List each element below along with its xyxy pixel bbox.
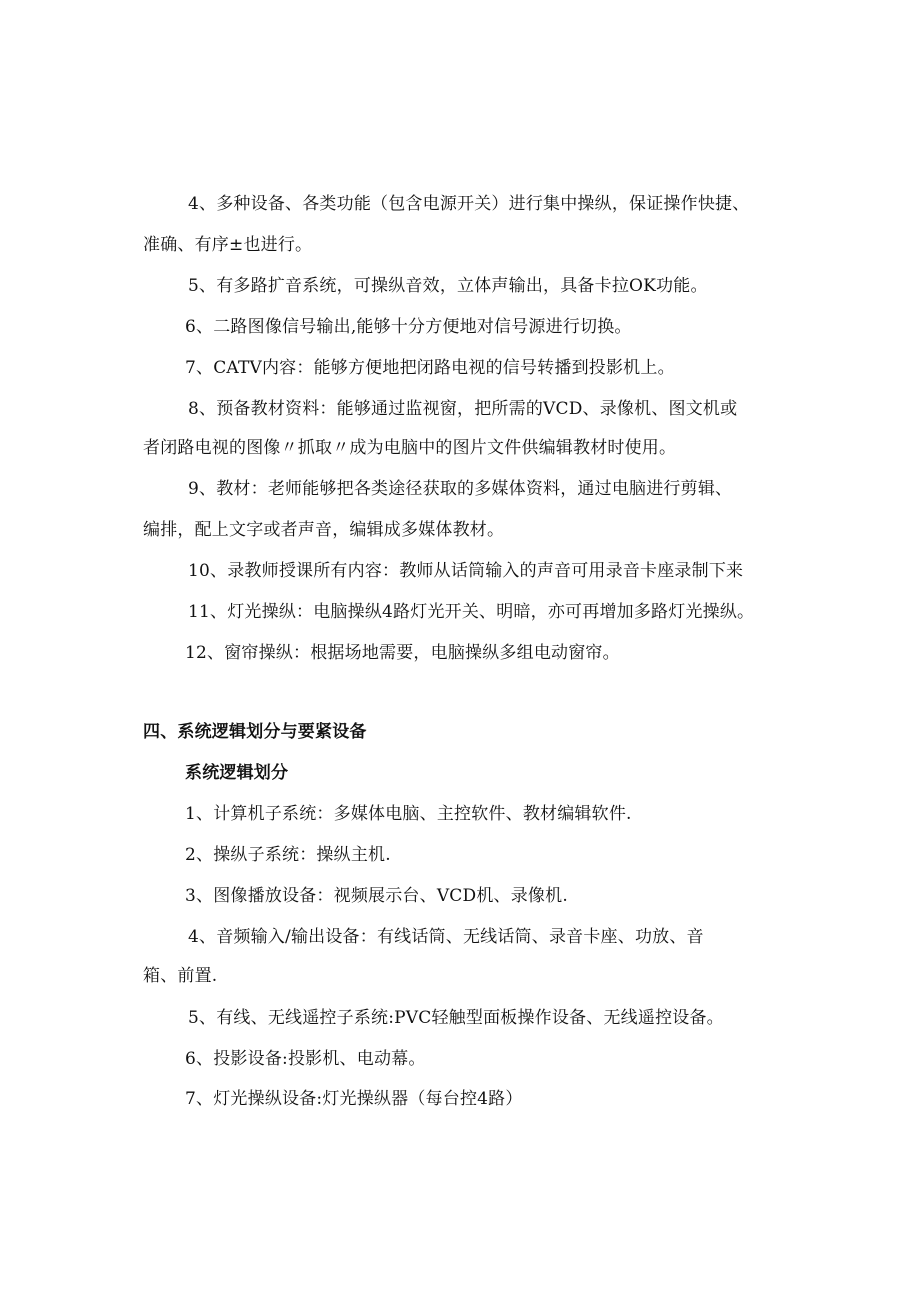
feature-item-5: 5、有多路扩音系统，可操纵音效，立体声输出，具备卡拉OK功能。 — [188, 276, 708, 296]
section-item-5: 5、有线、无线遥控子系统:PVC轻触型面板操作设备、无线遥控设备。 — [188, 1008, 724, 1028]
section-item-1: 1、计算机子系统：多媒体电脑、主控软件、教材编辑软件. — [185, 804, 632, 824]
feature-item-7: 7、CATV内容：能够方便地把闭路电视的信号转播到投影机上。 — [185, 358, 675, 378]
section-subtitle: 系统逻辑划分 — [185, 763, 289, 783]
section-item-3: 3、图像播放设备：视频展示台、VCD机、录像机. — [185, 886, 568, 906]
feature-item-8-line-2: 者闭路电视的图像〃抓取〃成为电脑中的图片文件供编辑教材时使用。 — [143, 438, 677, 458]
feature-item-12: 12、窗帘操纵：根据场地需要，电脑操纵多组电动窗帘。 — [185, 643, 620, 663]
section-item-4-line-1: 4、音频输入/输出设备：有线话筒、无线话筒、录音卡座、功放、音 — [188, 927, 704, 947]
feature-item-9-line-2: 编排，配上文字或者声音，编辑成多媒体教材。 — [143, 520, 505, 540]
section-item-7: 7、灯光操纵设备:灯光操纵器（每台控4路） — [185, 1089, 523, 1109]
feature-item-8-line-1: 8、预备教材资料：能够通过监视窗，把所需的VCD、录像机、图文机或 — [188, 399, 738, 419]
section-title: 四、系统逻辑划分与要紧设备 — [143, 722, 367, 742]
feature-item-4-line-1: 4、多种设备、各类功能（包含电源开关）进行集中操纵，保证操作快捷、 — [188, 194, 750, 214]
feature-item-9-line-1: 9、教材：老师能够把各类途径获取的多媒体资料，通过电脑进行剪辑、 — [188, 479, 733, 499]
section-item-2: 2、操纵子系统：操纵主机. — [185, 845, 391, 865]
feature-item-10: 10、录教师授课所有内容：教师从话筒输入的声音可用录音卡座录制下来 — [188, 561, 744, 581]
section-item-6: 6、投影设备:投影机、电动幕。 — [185, 1049, 426, 1069]
feature-item-4-line-2: 准确、有序±也进行。 — [143, 235, 313, 255]
feature-item-6: 6、二路图像信号输出,能够十分方便地对信号源进行切换。 — [185, 317, 632, 337]
section-item-4-line-2: 箱、前置. — [143, 966, 218, 986]
feature-item-11: 11、灯光操纵：电脑操纵4路灯光开关、明暗，亦可再增加多路灯光操纵。 — [188, 602, 755, 622]
